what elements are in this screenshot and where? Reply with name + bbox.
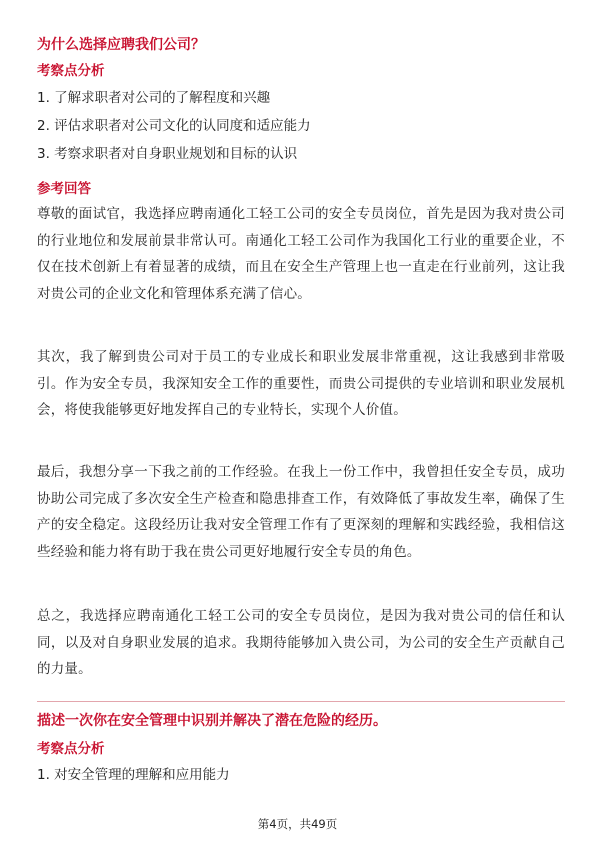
question-title: 描述一次你在安全管理中识别并解决了潜在危险的经历。: [37, 713, 387, 729]
page-number: 第4页，共49页: [257, 817, 338, 831]
answer-paragraph: 总之，我选择应聘南通化工轻工公司的安全专员岗位，是因为我对贵公司的信任和认同，以及对自身职业发展的追求。我期待能够加入贵公司，为公司的安全生产贡献自己的力量。: [37, 608, 565, 677]
analysis-point: 2. 评估求职者对公司文化的认同度和适应能力: [37, 118, 311, 134]
analysis-point: 1. 了解求职者对公司的了解程度和兴趣: [37, 90, 271, 106]
answer-paragraph: 其次，我了解到贵公司对于员工的专业成长和职业发展非常重视，这让我感到非常吸引。作为安全专员，我深知安全工作的重要性，而贵公司提供的专业培训和职业发展机会，将使我能够更好地发挥自己的专业特长，实现个人价值。: [37, 349, 565, 418]
analysis-point: 3. 考察求职者对自身职业规划和目标的认识: [37, 146, 298, 162]
answer-label: 参考回答: [37, 181, 91, 197]
analysis-label: 考察点分析: [37, 741, 105, 757]
answer-paragraph: 最后，我想分享一下我之前的工作经验。在我上一份工作中，我曾担任安全专员，成功协助公司完成了多次安全生产检查和隐患排查工作，有效降低了事故发生率，确保了生产的安全稳定。这段经历让我对安全管理工作有了更深刻的理解和实践经验，我相信这些经验和能力将有助于我在贵公司更好地履行安全专员的角色。: [37, 464, 565, 560]
question-title: 为什么选择应聘我们公司？: [37, 37, 205, 53]
analysis-label: 考察点分析: [37, 63, 105, 79]
answer-paragraph: 尊敬的面试官，我选择应聘南通化工轻工公司的安全专员岗位，首先是因为我对贵公司的行业地位和发展前景非常认可。南通化工轻工公司作为我国化工行业的重要企业，不仅在技术创新上有着显著的成绩，而且在安全生产管理上也一直走在行业前列，这让我对贵公司的企业文化和管理体系充满了信心。: [37, 206, 565, 302]
section-divider: [37, 701, 565, 702]
analysis-point: 1. 对安全管理的理解和应用能力: [37, 767, 230, 783]
